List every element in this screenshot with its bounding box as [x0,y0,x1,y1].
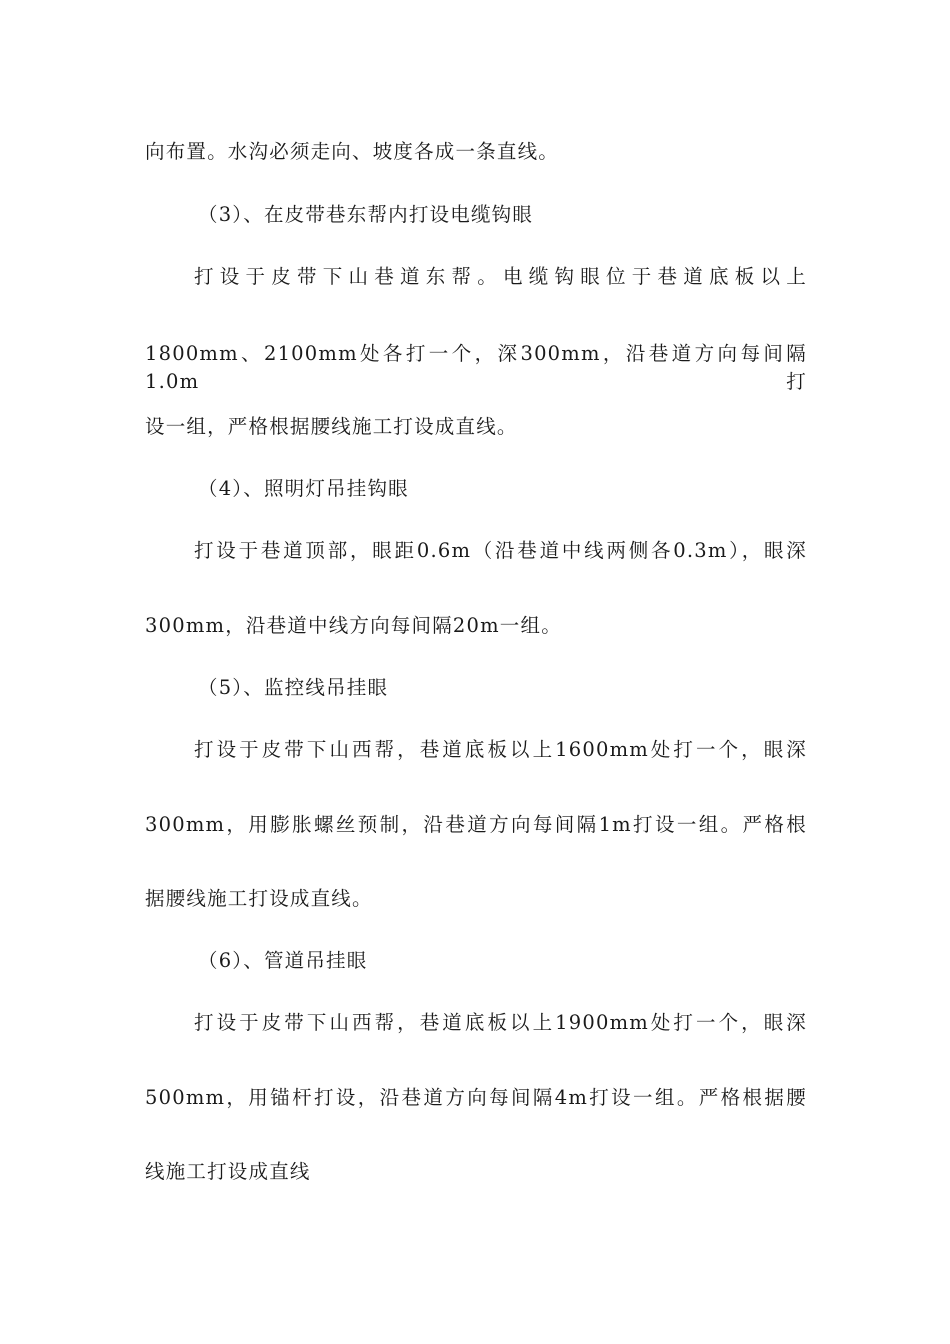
paragraph-line: 据腰线施工打设成直线。 [145,887,373,910]
paragraph-line: 打设于皮带下山西帮，巷道底板以上1600mm处打一个，眼深 [194,738,807,761]
paragraph-line: 打设于皮带下山西帮，巷道底板以上1900mm处打一个，眼深 [194,1011,807,1034]
paragraph-line: 设一组，严格根据腰线施工打设成直线。 [145,415,518,438]
paragraph-line: 500mm，用锚杆打设，沿巷道方向每间隔4m打设一组。严格根据腰 [145,1086,807,1109]
paragraph-line: 打设于巷道顶部，眼距0.6m（沿巷道中线两侧各0.3m），眼深 [194,539,807,562]
paragraph-line: 打设于皮带下山巷道东帮。电缆钩眼位于巷道底板以上 [194,265,807,288]
paragraph-line: 300mm，用膨胀螺丝预制，沿巷道方向每间隔1m打设一组。严格根 [145,813,807,836]
section-heading-6: （6）、管道吊挂眼 [198,949,368,972]
paragraph-line: 300mm，沿巷道中线方向每间隔20m一组。 [145,614,562,637]
paragraph-line: 向布置。水沟必须走向、坡度各成一条直线。 [145,140,560,163]
section-heading-3: （3）、在皮带巷东帮内打设电缆钩眼 [198,203,534,226]
section-heading-5: （5）、监控线吊挂眼 [198,676,389,699]
paragraph-line: 线施工打设成直线 [145,1160,311,1183]
paragraph-line: 1800mm、2100mm处各打一个，深300mm，沿巷道方向每间隔1.0m打 [145,342,807,393]
section-heading-4: （4）、照明灯吊挂钩眼 [198,477,409,500]
